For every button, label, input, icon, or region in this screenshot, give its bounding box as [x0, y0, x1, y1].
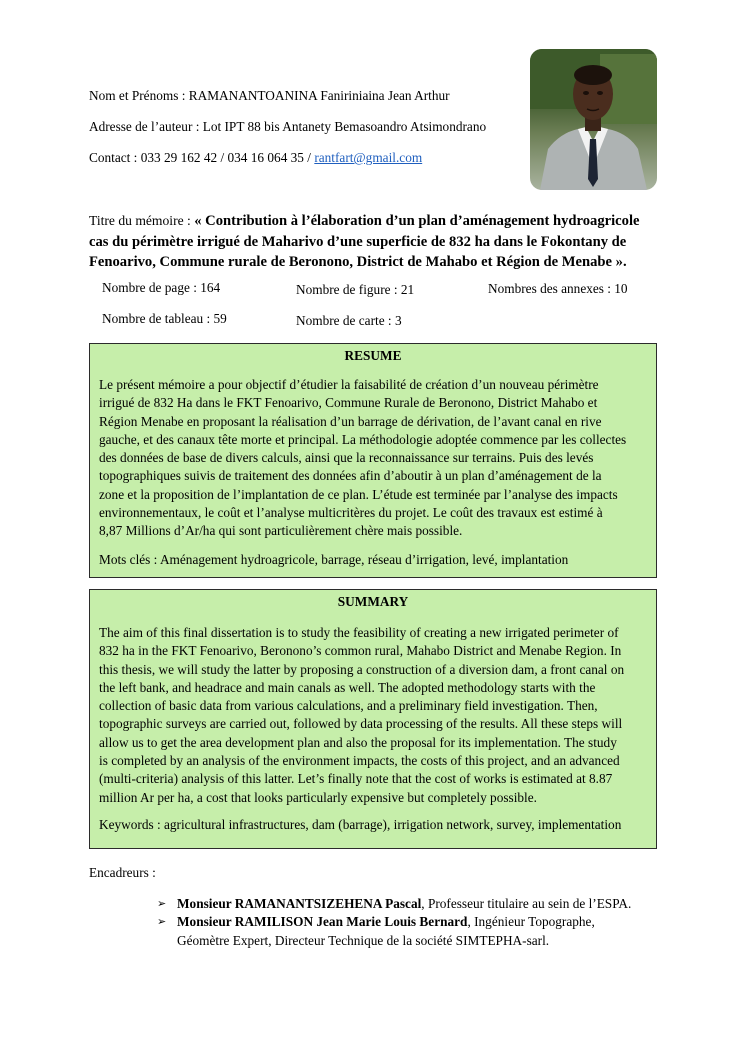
stat-pages: Nombre de page : 164: [102, 280, 221, 295]
supervisor-role: , Professeur titulaire au sein de l’ESPA.: [421, 896, 632, 911]
email-link[interactable]: rantfart@gmail.com: [314, 150, 423, 165]
list-item: [157, 895, 677, 913]
resume-line: irrigué de 832 Ha dans le FKT Fenoarivo, Commune Rurale de Beronono, District Mahabo et: [99, 395, 598, 411]
supervisor-name: Monsieur RAMILISON Jean Marie Louis Bernard: [177, 914, 468, 930]
resume-keywords: Mots clés : Aménagement hydroagricole, barrage, réseau d’irrigation, levé, implantation: [99, 551, 569, 567]
resume-line: gauche, et des canaux tête morte et principal. La méthodologie adoptée commence par les collectes: [99, 431, 627, 447]
summary-line: topographic surveys are carried out, followed by data processing of the results. All these steps will: [99, 716, 623, 732]
title-text: « Contribution à l’élaboration d’un plan d’aménagement hydroagricole cas du périmètre irrigué de Maharivo d’une superficie de 832 ha dans le Fokontany de Fenoarivo, Commune rurale de Beronono, District de Mahabo et Région de Menabe ».: [89, 213, 640, 270]
summary-keywords: Keywords : agricultural infrastructures, dam (barrage), irrigation network, survey, implementation: [99, 816, 622, 832]
summary-line: collection of basic data from various calculations, and a preliminary field investigation. Then,: [99, 698, 598, 714]
author-address: Adresse de l’auteur : Lot IPT 88 bis Antanety Bemasoandro Atsimondrano: [89, 119, 487, 134]
author-name: Nom et Prénoms : RAMANANTOANINA Faniriniaina Jean Arthur: [89, 88, 450, 103]
resume-line: 8,87 Millions d’Ar/ha qui sont particulièrement chère mais possible.: [99, 523, 463, 539]
stat-tables: Nombre de tableau : 59: [102, 311, 227, 326]
summary-line: allow us to get the area development plan and also the proposal for its implementation. The study: [99, 734, 617, 750]
summary-line: million Ar per ha, a cost that looks particularly expensive but completely possible.: [99, 789, 537, 805]
resume-line: topographiques suivis de traitement des données afin d’aboutir à un plan d’aménagement de la: [99, 468, 602, 484]
resume-line: des données de base de divers calculs, ainsi que la reconnaissance sur terrains. Puis des levés: [99, 450, 594, 466]
supervisor-role: , Ingénieur Topographe,: [467, 914, 595, 930]
resume-line: Région Menabe en proposant la réalisation d’un barrage de dérivation, de l’avant canal en rive: [99, 413, 602, 429]
summary-body: [99, 624, 659, 834]
arrow-bullet-icon: ➢: [157, 897, 167, 910]
resume-line: environnementaux, le coût et l’analyse multicritères du projet. Le coût des travaux est estimé à: [99, 505, 603, 521]
supervisors-list: [157, 895, 677, 950]
resume-body: [99, 376, 659, 569]
summary-line: The aim of this final dissertation is to study the feasibility of creating a new irrigated perimeter of: [99, 625, 619, 640]
title-label: Titre du mémoire :: [89, 213, 195, 228]
memoir-title: [89, 211, 659, 273]
summary-line: 832 ha in the FKT Fenoarivo, Beronono’s common rural, Mahabo District and Menabe Region. In: [99, 643, 622, 659]
resume-line: zone et la proposition de l’implantation de ce plan. L’étude est terminée par l’analyse des impacts: [99, 486, 618, 502]
stat-figures: Nombre de figure : 21: [296, 282, 415, 297]
contact-phones: Contact : 033 29 162 42 / 034 16 064 35 /: [89, 150, 315, 165]
resume-box: [89, 343, 657, 578]
summary-heading: SUMMARY: [337, 594, 409, 609]
resume-line: Le présent mémoire a pour objectif d’étudier la faisabilité de création d’un nouveau périmètre: [99, 377, 599, 392]
list-item: [157, 913, 677, 950]
summary-line: this thesis, we will study the latter by proposing a construction of a diversion dam, a front canal on: [99, 661, 625, 677]
resume-heading: RESUME: [344, 348, 402, 363]
summary-line: the left bank, and headrace and main canals as well. The adopted methodology starts with the: [99, 679, 596, 695]
author-photo: [530, 49, 657, 190]
summary-box: [89, 589, 657, 849]
summary-line: (multi-criteria) analysis of this latter. Let’s finally note that the cost of works is estimated at 8.87: [99, 771, 613, 787]
stat-maps: Nombre de carte : 3: [296, 313, 402, 328]
arrow-bullet-icon: ➢: [157, 915, 167, 929]
author-contact: [89, 150, 422, 166]
supervisor-name: Monsieur RAMANANTSIZEHENA Pascal: [177, 896, 422, 911]
portrait-illustration: [530, 49, 657, 190]
supervisors-label: Encadreurs :: [89, 865, 156, 880]
supervisor-role-continued: Géomètre Expert, Directeur Technique de la société SIMTEPHA-sarl.: [177, 932, 550, 948]
summary-line: is completed by an analysis of the environment impacts, the costs of this project, and an advanced: [99, 753, 620, 769]
stat-annexes: Nombres des annexes : 10: [488, 281, 628, 296]
